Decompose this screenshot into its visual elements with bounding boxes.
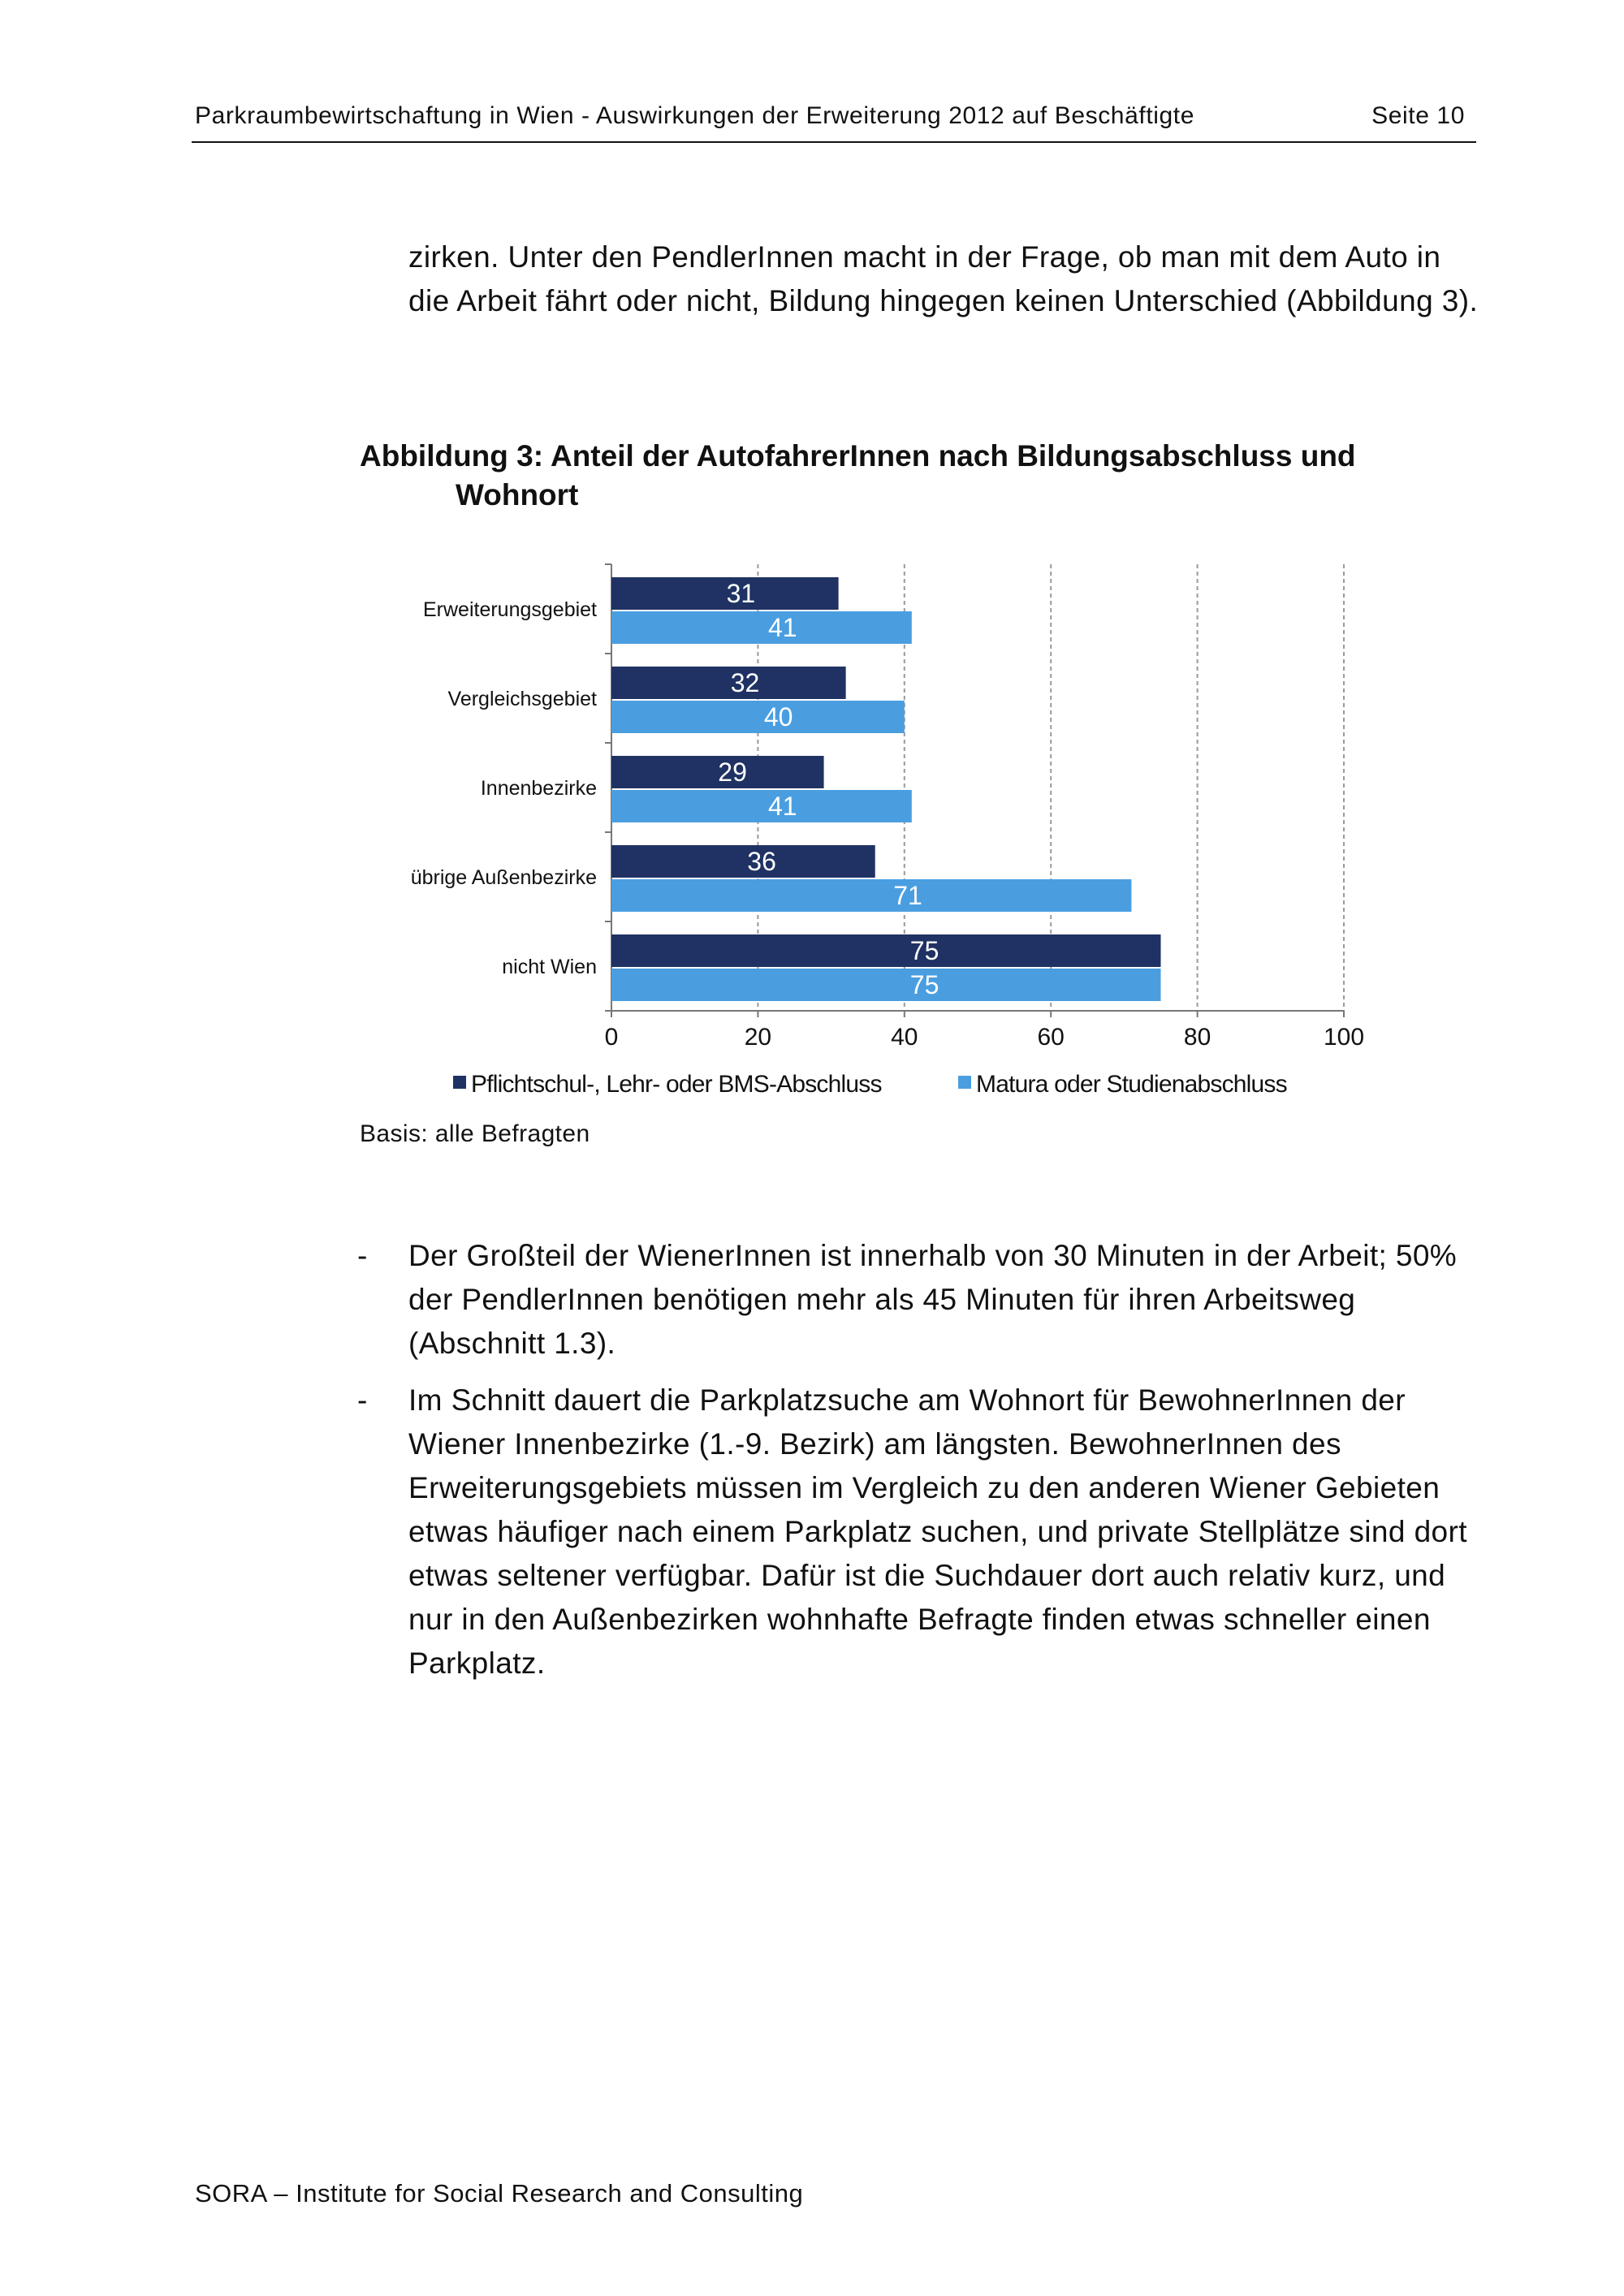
bullet-text: Der Großteil der WienerInnen ist innerhalb von 30 Minuten in der Arbeit; 50% der PendlerInnen benötigen mehr als 45 Minuten für ihren Arbeitsweg (Abschnitt 1.3).: [408, 1239, 1458, 1360]
bar: [611, 969, 1161, 1001]
bar-value-label: 41: [768, 792, 797, 821]
x-tick-label: 20: [744, 1024, 772, 1051]
x-tick-label: 80: [1183, 1024, 1212, 1051]
header-title: Parkraumbewirtschaftung in Wien - Auswirkungen der Erweiterung 2012 auf Beschäftigte: [195, 102, 1195, 129]
figure-basis: Basis: alle Befragten: [360, 1120, 590, 1147]
bar-value-label: 41: [768, 613, 797, 642]
bar-value-label: 31: [726, 579, 756, 608]
bullet-marker: -: [357, 1239, 368, 1272]
bar-value-label: 40: [763, 702, 793, 732]
bar-chart: [357, 544, 1429, 1112]
category-label: Innenbezirke: [480, 777, 597, 800]
bar: [611, 879, 1131, 912]
category-label: nicht Wien: [502, 956, 597, 978]
bar-value-label: 32: [730, 668, 760, 697]
bar: [611, 790, 912, 822]
x-tick-label: 40: [891, 1024, 918, 1051]
bar: [611, 577, 839, 610]
bar: [611, 667, 846, 699]
bar-value-label: 36: [747, 847, 776, 876]
category-label: Vergleichsgebiet: [447, 688, 597, 710]
legend-label: Matura oder Studienabschluss: [976, 1071, 1287, 1098]
bar: [611, 701, 905, 733]
legend-swatch: [958, 1076, 971, 1089]
bar: [611, 845, 875, 878]
page-header: [192, 101, 1476, 143]
bar-value-label: 75: [909, 936, 939, 965]
intro-paragraph: zirken. Unter den PendlerInnen macht in der Frage, ob man mit dem Auto in die Arbeit fährt oder nicht, Bildung hingegen keinen Unterschied (Abbildung 3).: [408, 240, 1479, 317]
legend-label: Pflichtschul-, Lehr- oder BMS-Abschluss: [471, 1071, 882, 1098]
category-label: Erweiterungsgebiet: [422, 598, 597, 621]
legend-swatch: [453, 1076, 466, 1089]
bar-value-label: 75: [909, 970, 939, 999]
x-tick-label: 100: [1323, 1024, 1365, 1051]
figure-title-line2: Wohnort: [456, 478, 579, 511]
page-footer: SORA – Institute for Social Research and Consulting: [195, 2179, 804, 2208]
x-tick-label: 60: [1037, 1024, 1065, 1051]
figure-title-line1: Abbildung 3: Anteil der AutofahrerInnen nach Bildungsabschluss und: [360, 439, 1356, 473]
bar: [611, 611, 912, 644]
bullet-list: [357, 1234, 1494, 1698]
bar-value-label: 29: [718, 757, 747, 787]
x-tick-label: 0: [604, 1024, 619, 1051]
bullet-item: [357, 1379, 1494, 1685]
bullet-item: [357, 1234, 1494, 1366]
page-number: Seite 10: [1371, 102, 1465, 129]
bar: [611, 934, 1161, 967]
bullet-marker: -: [357, 1383, 368, 1417]
category-label: übrige Außenbezirke: [410, 866, 597, 889]
bar-value-label: 71: [893, 881, 922, 910]
figure-title: [360, 437, 1497, 515]
bullet-text: Im Schnitt dauert die Parkplatzsuche am Wohnort für BewohnerInnen der Wiener Innenbezirke (1.-9. Bezirk) am längsten. BewohnerInnen des Erweiterungsgebiets müssen im Vergleich zu den anderen Wiener Gebieten etwas häufiger nach einem Parkplatz suchen, und private Stellplätze sind dort etwas seltener verfügbar. Dafür ist die Suchdauer dort auch relativ kurz, und nur in den Außenbezirken wohnhafte Befragte finden etwas schneller einen Parkplatz.: [408, 1383, 1467, 1680]
